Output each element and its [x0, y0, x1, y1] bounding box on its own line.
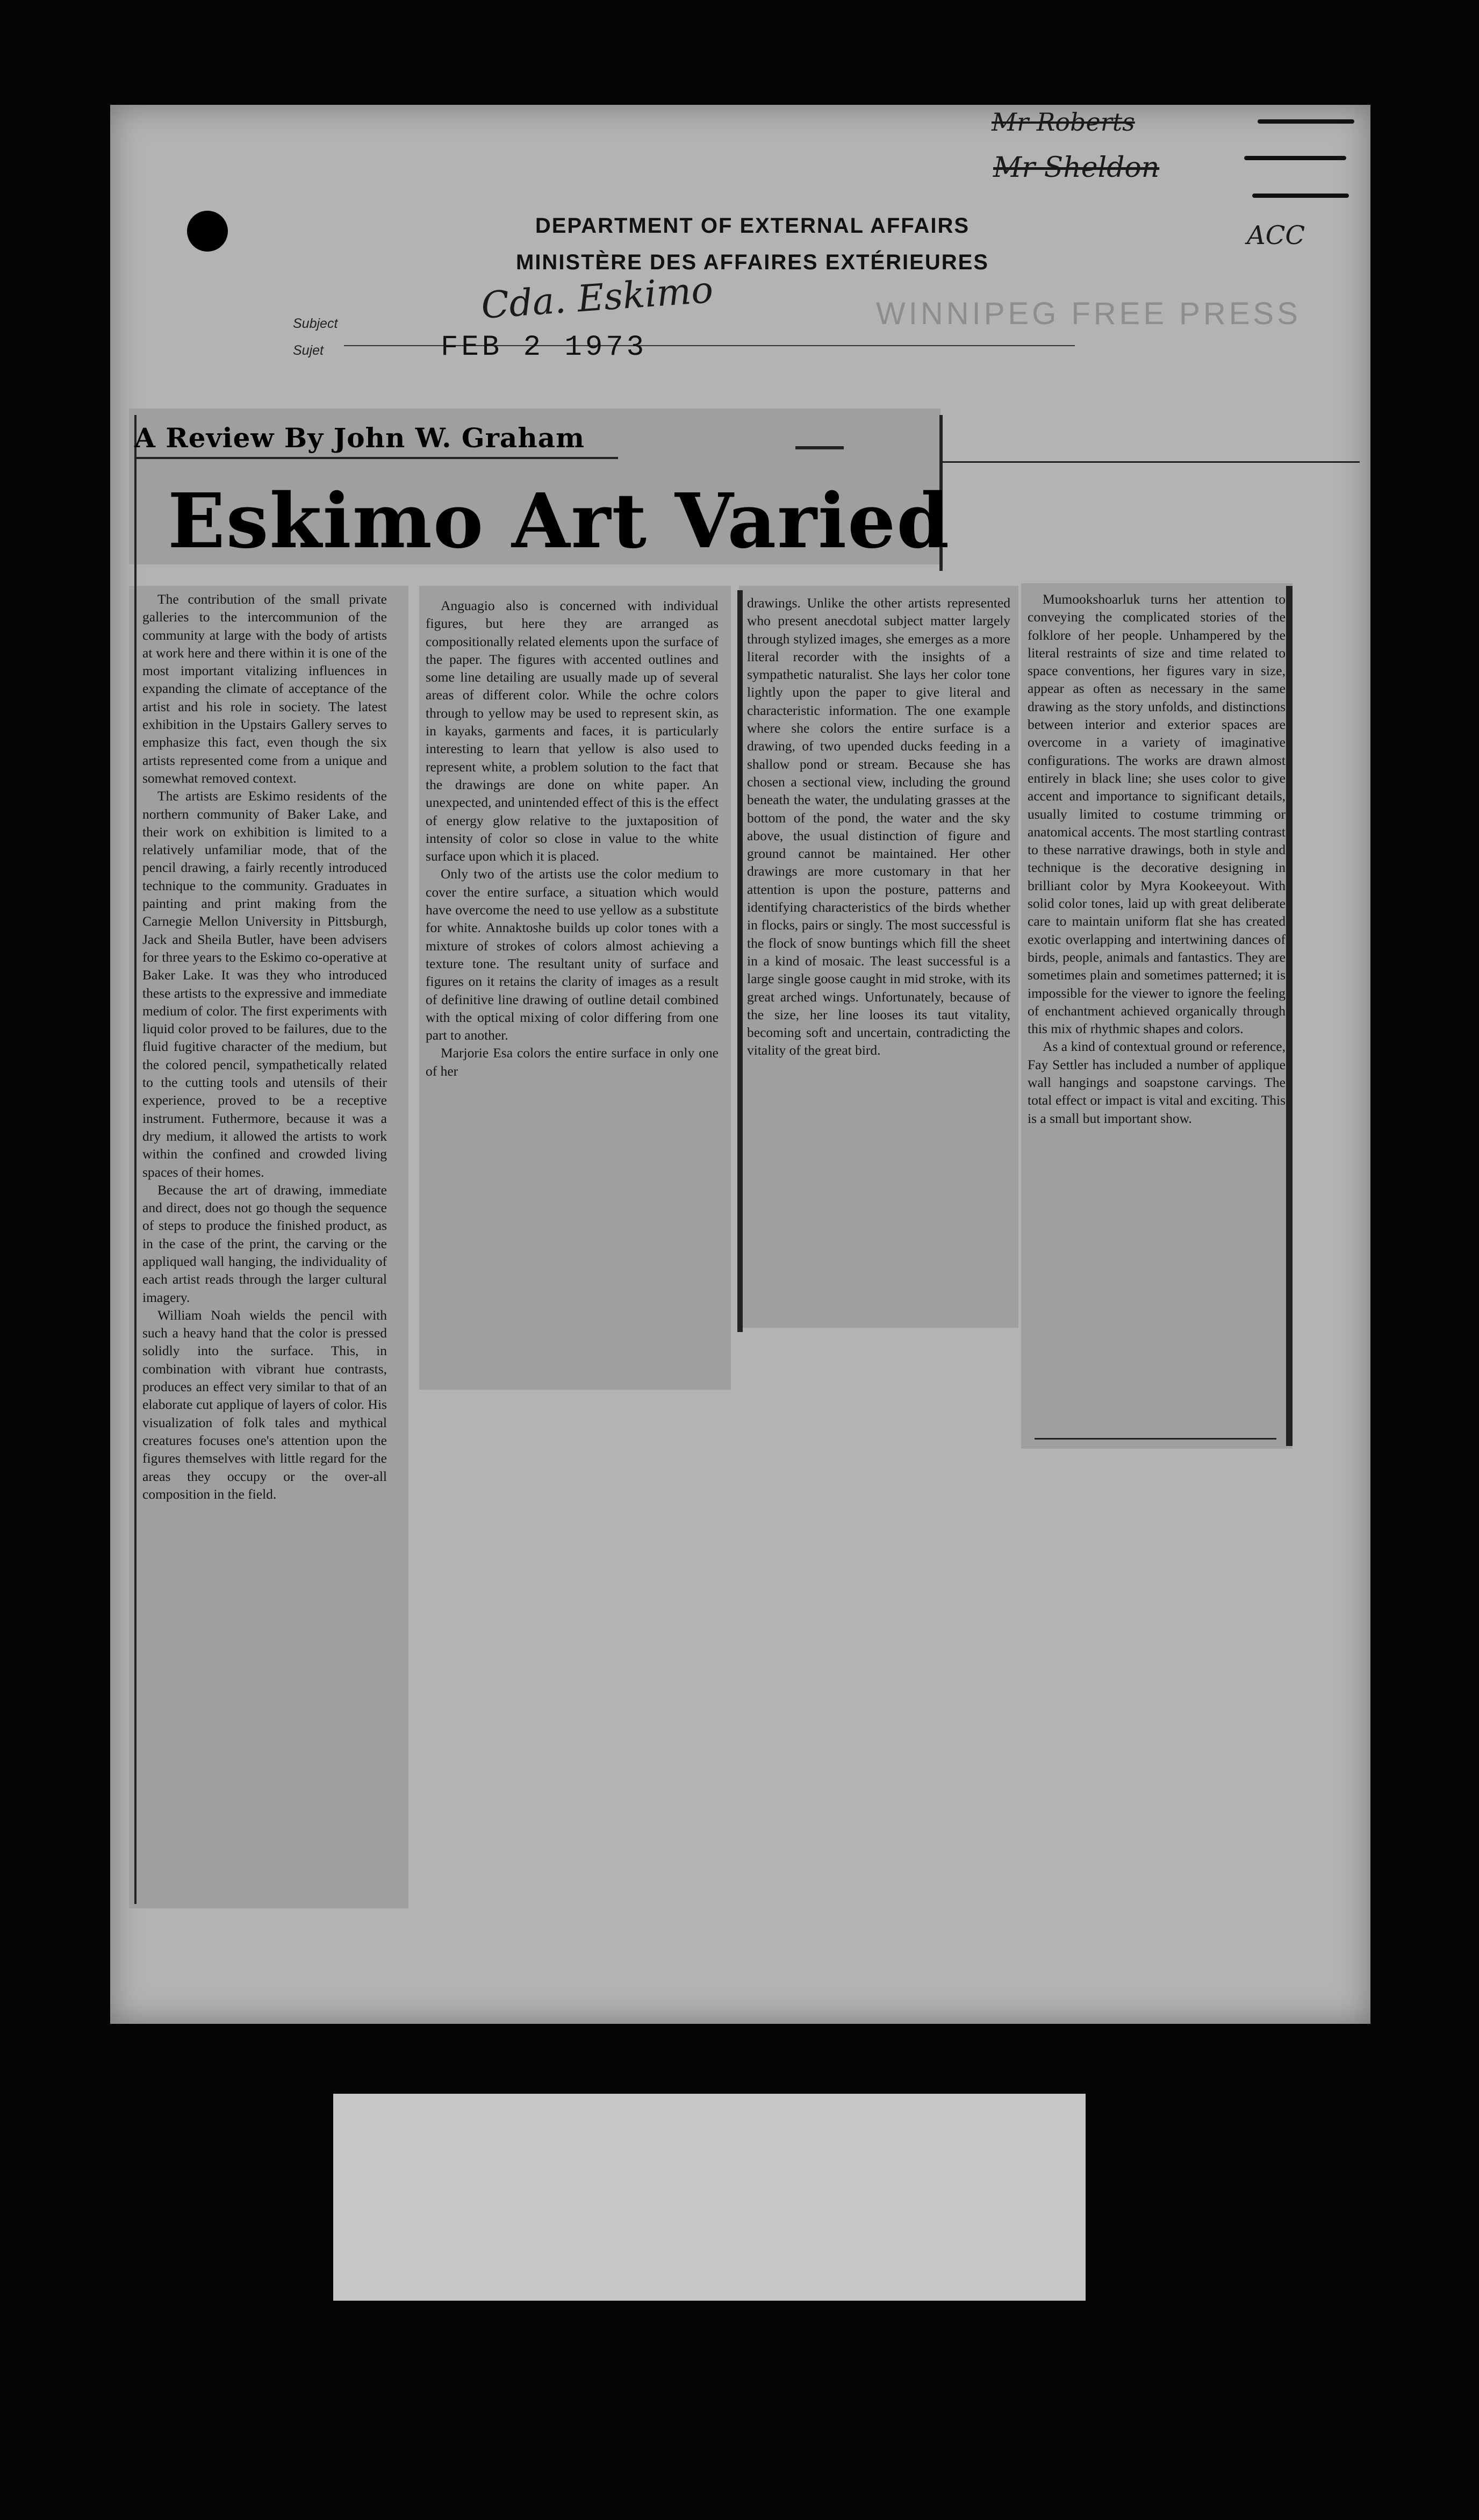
clip-edge-col3	[737, 590, 743, 1332]
article-headline: Eskimo Art Varied	[168, 477, 951, 565]
routing-strike-2	[1244, 156, 1346, 160]
sujet-label: Sujet	[293, 343, 324, 358]
paragraph: The contribution of the small private galleries to the intercommunion of the community at large with the body of artists at work here and there within it is one of the most important vitalizing influences in expanding the climate of acceptance of the artist and his role in society. The latest exhibition in the Upstairs Gallery serves to emphasize this fact, even though the six artists represented come from a unique and somewhat removed context.	[142, 591, 387, 786]
clip-rule	[940, 461, 1360, 463]
clip-edge-col4	[1286, 586, 1293, 1446]
routing-strike-3	[1252, 194, 1349, 198]
byline-rule	[134, 457, 618, 459]
handwritten-routing-2: Mr Sheldon	[993, 152, 1160, 184]
paragraph: Mumookshoarluk turns her attention to conveying the complicated stories of the folklore of her people. Unhampered by the literal restraints of size and time related to space conventions, her figures vary in size, appear as often as necessary in the same drawing as the story unfolds, and distinctions between interior and exterior spaces are overcome in a variety of imaginative configurations. The works are drawn almost entirely in black line; she uses color to give accent and importance to significant details, usually limited to costume trimming or anatomical accents. The most startling contrast to these narrative drawings, both in style and technique is the decorative designing in brilliant color by Myra Kookeeyout. With solid color tones, laid up with great deliberate care to maintain uniform flat she has created exotic overlapping and intertwining dances of birds, people, animals and fantastics. They are sometimes plain and sometimes patterned; it is impossible for the viewer to ignore the feeling of enchantment achieved organically through this mix of rhythmic shapes and colors.	[1028, 591, 1286, 1037]
article-column-2	[426, 597, 719, 1080]
paragraph: drawings. Unlike the other artists represented who present anecdotal subject matter largely through stylized images, she emerges as a more literal recorder with the insights of a sympathetic naturalist. She lays her color tone lightly upon the paper to give literal and characteristic information. The one example where she colors the entire surface is a drawing, of two upended ducks feeding in a shallow pond or stream. Because she has chosen a sectional view, including the ground beneath the water, the undulating grasses at the bottom of the pond, the water and the sky above, the usual distinction of figure and ground cannot be maintained. Her other drawings are more customary in that her attention is upon the posture, patterns and identifying characteristics of the birds whether in flocks, pairs or singly. The most successful is the flock of snow buntings which fill the sheet in a kind of mosaic. The least successful is a large single goose caught in mid stroke, with its great arched wings. Unfortunately, because of the size, her line looses its taut vitality, becoming soft and uncertain, contradicting the vitality of the great bird.	[747, 595, 1010, 1058]
punch-hole	[187, 211, 228, 252]
date-stamp: FEB 2 1973	[441, 331, 648, 364]
attached-slip	[333, 2094, 1086, 2301]
paragraph: Because the art of drawing, immediate and direct, does not go though the sequence of steps to produce the finished product, as in the case of the print, the carving or the appliqued wall hanging, the individuality of each artist reads through the larger cultural imagery.	[142, 1182, 387, 1305]
clip-edge-left	[134, 415, 137, 1904]
paragraph: William Noah wields the pencil with such a heavy hand that the color is pressed solidly into the surface. This, in combination with vibrant hue contrasts, produces an effect very similar to that of an elaborate cut applique of layers of color. His visualization of folk tales and mythical creatures focuses one's attention upon the figures themselves with little regard for the areas they occupy or the over-all composition in the field.	[142, 1307, 387, 1502]
department-fr: MINISTÈRE DES AFFAIRES EXTÉRIEURES	[516, 250, 989, 274]
routing-strike-1	[1258, 119, 1354, 124]
article-column-3	[747, 594, 1010, 1059]
article-column-1	[142, 590, 387, 1503]
paragraph: Marjorie Esa colors the entire surface in only one of her	[426, 1045, 719, 1079]
paragraph: The artists are Eskimo residents of the northern community of Baker Lake, and their work on exhibition is limited to a relatively unfamiliar mode, that of the pencil drawing, a fairly recently introduced technique to the community. Graduates in painting and print making from the Carnegie Mellon University in Pittsburgh, Jack and Sheila Butler, have been advisers for three years to the Eskimo co-operative at Baker Lake. It was they who introduced these artists to the expressive and immediate medium of color. The first experiments with liquid color proved to be failures, due to the fluid fugitive character of the medium, but the colored pencil, sympathetically related to the cutting tools and utensils of their experience, proved to be a receptive instrument. Futhermore, because it was a dry medium, it allowed the artists to work within the confined and crowded living spaces of their homes.	[142, 788, 387, 1180]
article-end-rule	[1035, 1438, 1276, 1440]
paragraph: Only two of the artists use the color medium to cover the entire surface, a situation which would have overcome the need to use yellow as a substitute for white. Annaktoshe builds up color tones with a mixture of strokes of colors almost achieving a texture tone. The resultant unity of surface and figures on it retains the clarity of images as a result of definitive line drawing of outline detail combined with the optical mixing of color differing from one part to another.	[426, 866, 719, 1043]
handwritten-initials: ACC	[1247, 220, 1305, 250]
article-byline: A Review By John W. Graham	[134, 422, 585, 454]
article-column-4	[1028, 590, 1286, 1127]
handwritten-routing-1: Mr Roberts	[992, 108, 1135, 137]
paragraph: Anguagio also is concerned with individual figures, but here they are arranged as compositionally related elements upon the surface of the paper. The figures with accented outlines and some line detailing are usually made up of several areas of different color. While the ochre colors through to yellow may be used to represent skin, as in kayaks, garments and faces, it is particularly interesting to learn that yellow is also used to represent white, a problem solution to the fact that the drawings are done on white paper. An unexpected, and unintended effect of this is the effect of energy glow relative to the juxtaposition of intensity of color so close in value to the white surface upon which it is placed.	[426, 598, 719, 864]
source-stamp: WINNIPEG FREE PRESS	[876, 296, 1301, 331]
paragraph: As a kind of contextual ground or reference, Fay Settler has included a number of applique wall hangings and soapstone carvings. The total effect or impact is vital and exciting. This is a small but important show.	[1028, 1039, 1286, 1126]
department-en: DEPARTMENT OF EXTERNAL AFFAIRS	[535, 214, 970, 238]
handwritten-subject: Cda. Eskimo	[479, 269, 715, 327]
clip-dash	[795, 446, 844, 449]
subject-label: Subject	[293, 316, 338, 331]
